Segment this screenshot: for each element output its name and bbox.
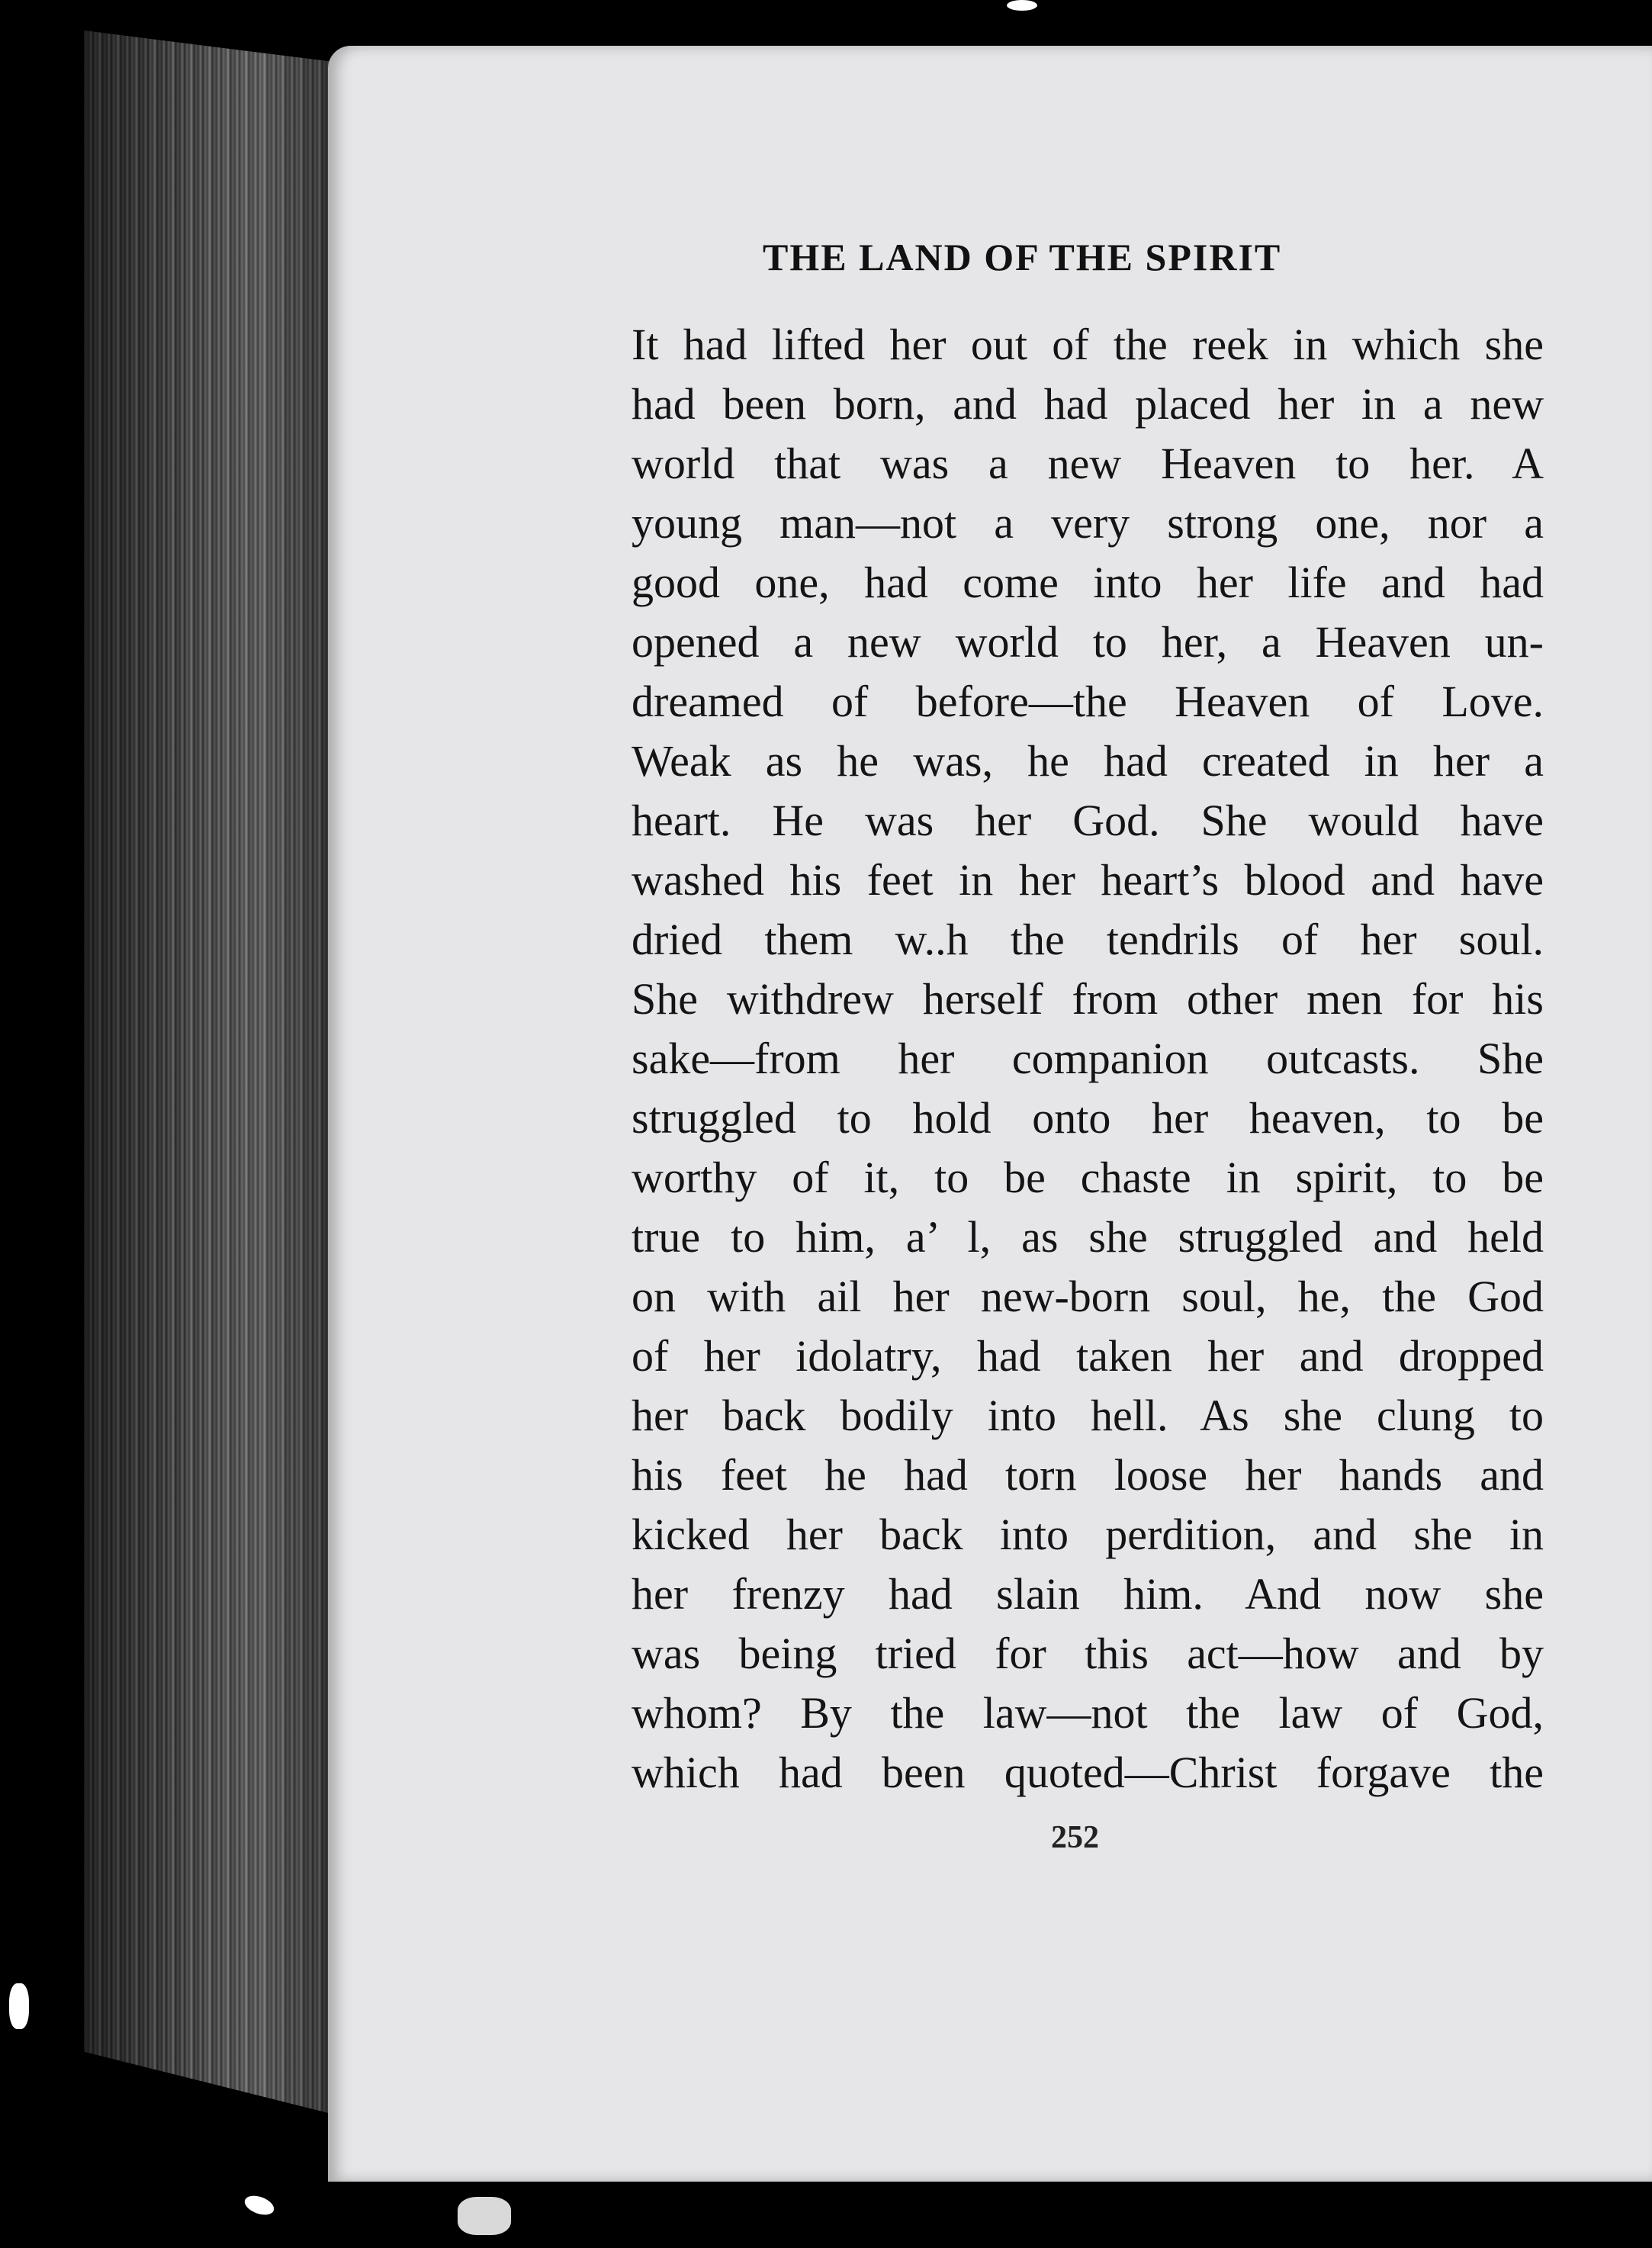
text-line: dreamed of before—the Heaven of Love. [632,677,1544,726]
scan-speck [458,2197,511,2235]
text-line: Weak as he was, he had created in her a [632,736,1544,786]
text-line: struggled to hold onto her heaven, to be [632,1093,1544,1143]
text-line: was being tried for this act—how and by [632,1629,1544,1678]
body-text [632,315,1544,1803]
text-line: which had been quoted—Christ forgave the [632,1748,1544,1797]
book-edge-shading [84,31,336,2136]
text-line: kicked her back into perdition, and she in [632,1510,1544,1559]
text-line: on with ail her new-born soul, he, the God [632,1272,1544,1321]
scan-speck [9,1983,29,2029]
text-line: of her idolatry, had taken her and dropped [632,1331,1544,1381]
text-line: heart. He was her God. She would have [632,796,1544,845]
running-head: THE LAND OF THE SPIRIT [763,236,1282,278]
text-line: She withdrew herself from other men for his [632,974,1544,1024]
text-line: washed his feet in her heart’s blood and have [632,855,1544,905]
page-number: 252 [1051,1820,1099,1855]
text-line: her back bodily into hell. As she clung to [632,1391,1544,1440]
text-line: worthy of it, to be chaste in spirit, to be [632,1153,1544,1202]
text-line: sake—from her companion outcasts. She [632,1034,1544,1083]
text-line: world that was a new Heaven to her. A [632,439,1544,488]
text-line: good one, had come into her life and had [632,558,1544,607]
text-line: opened a new world to her, a Heaven un- [632,617,1544,667]
text-line: dried them w..h the tendrils of her soul. [632,915,1544,964]
text-line: his feet he had torn loose her hands and [632,1450,1544,1500]
text-line: whom? By the law—not the law of God, [632,1688,1544,1738]
scan-speck [242,2192,276,2218]
text-line: It had lifted her out of the reek in which she [632,320,1544,369]
text-line: young man—not a very strong one, nor a [632,498,1544,548]
scan-speck [1007,0,1037,11]
text-line: had been born, and had placed her in a new [632,379,1544,429]
text-line: her frenzy had slain him. And now she [632,1569,1544,1619]
text-line: true to him, a’ l, as she struggled and held [632,1212,1544,1262]
